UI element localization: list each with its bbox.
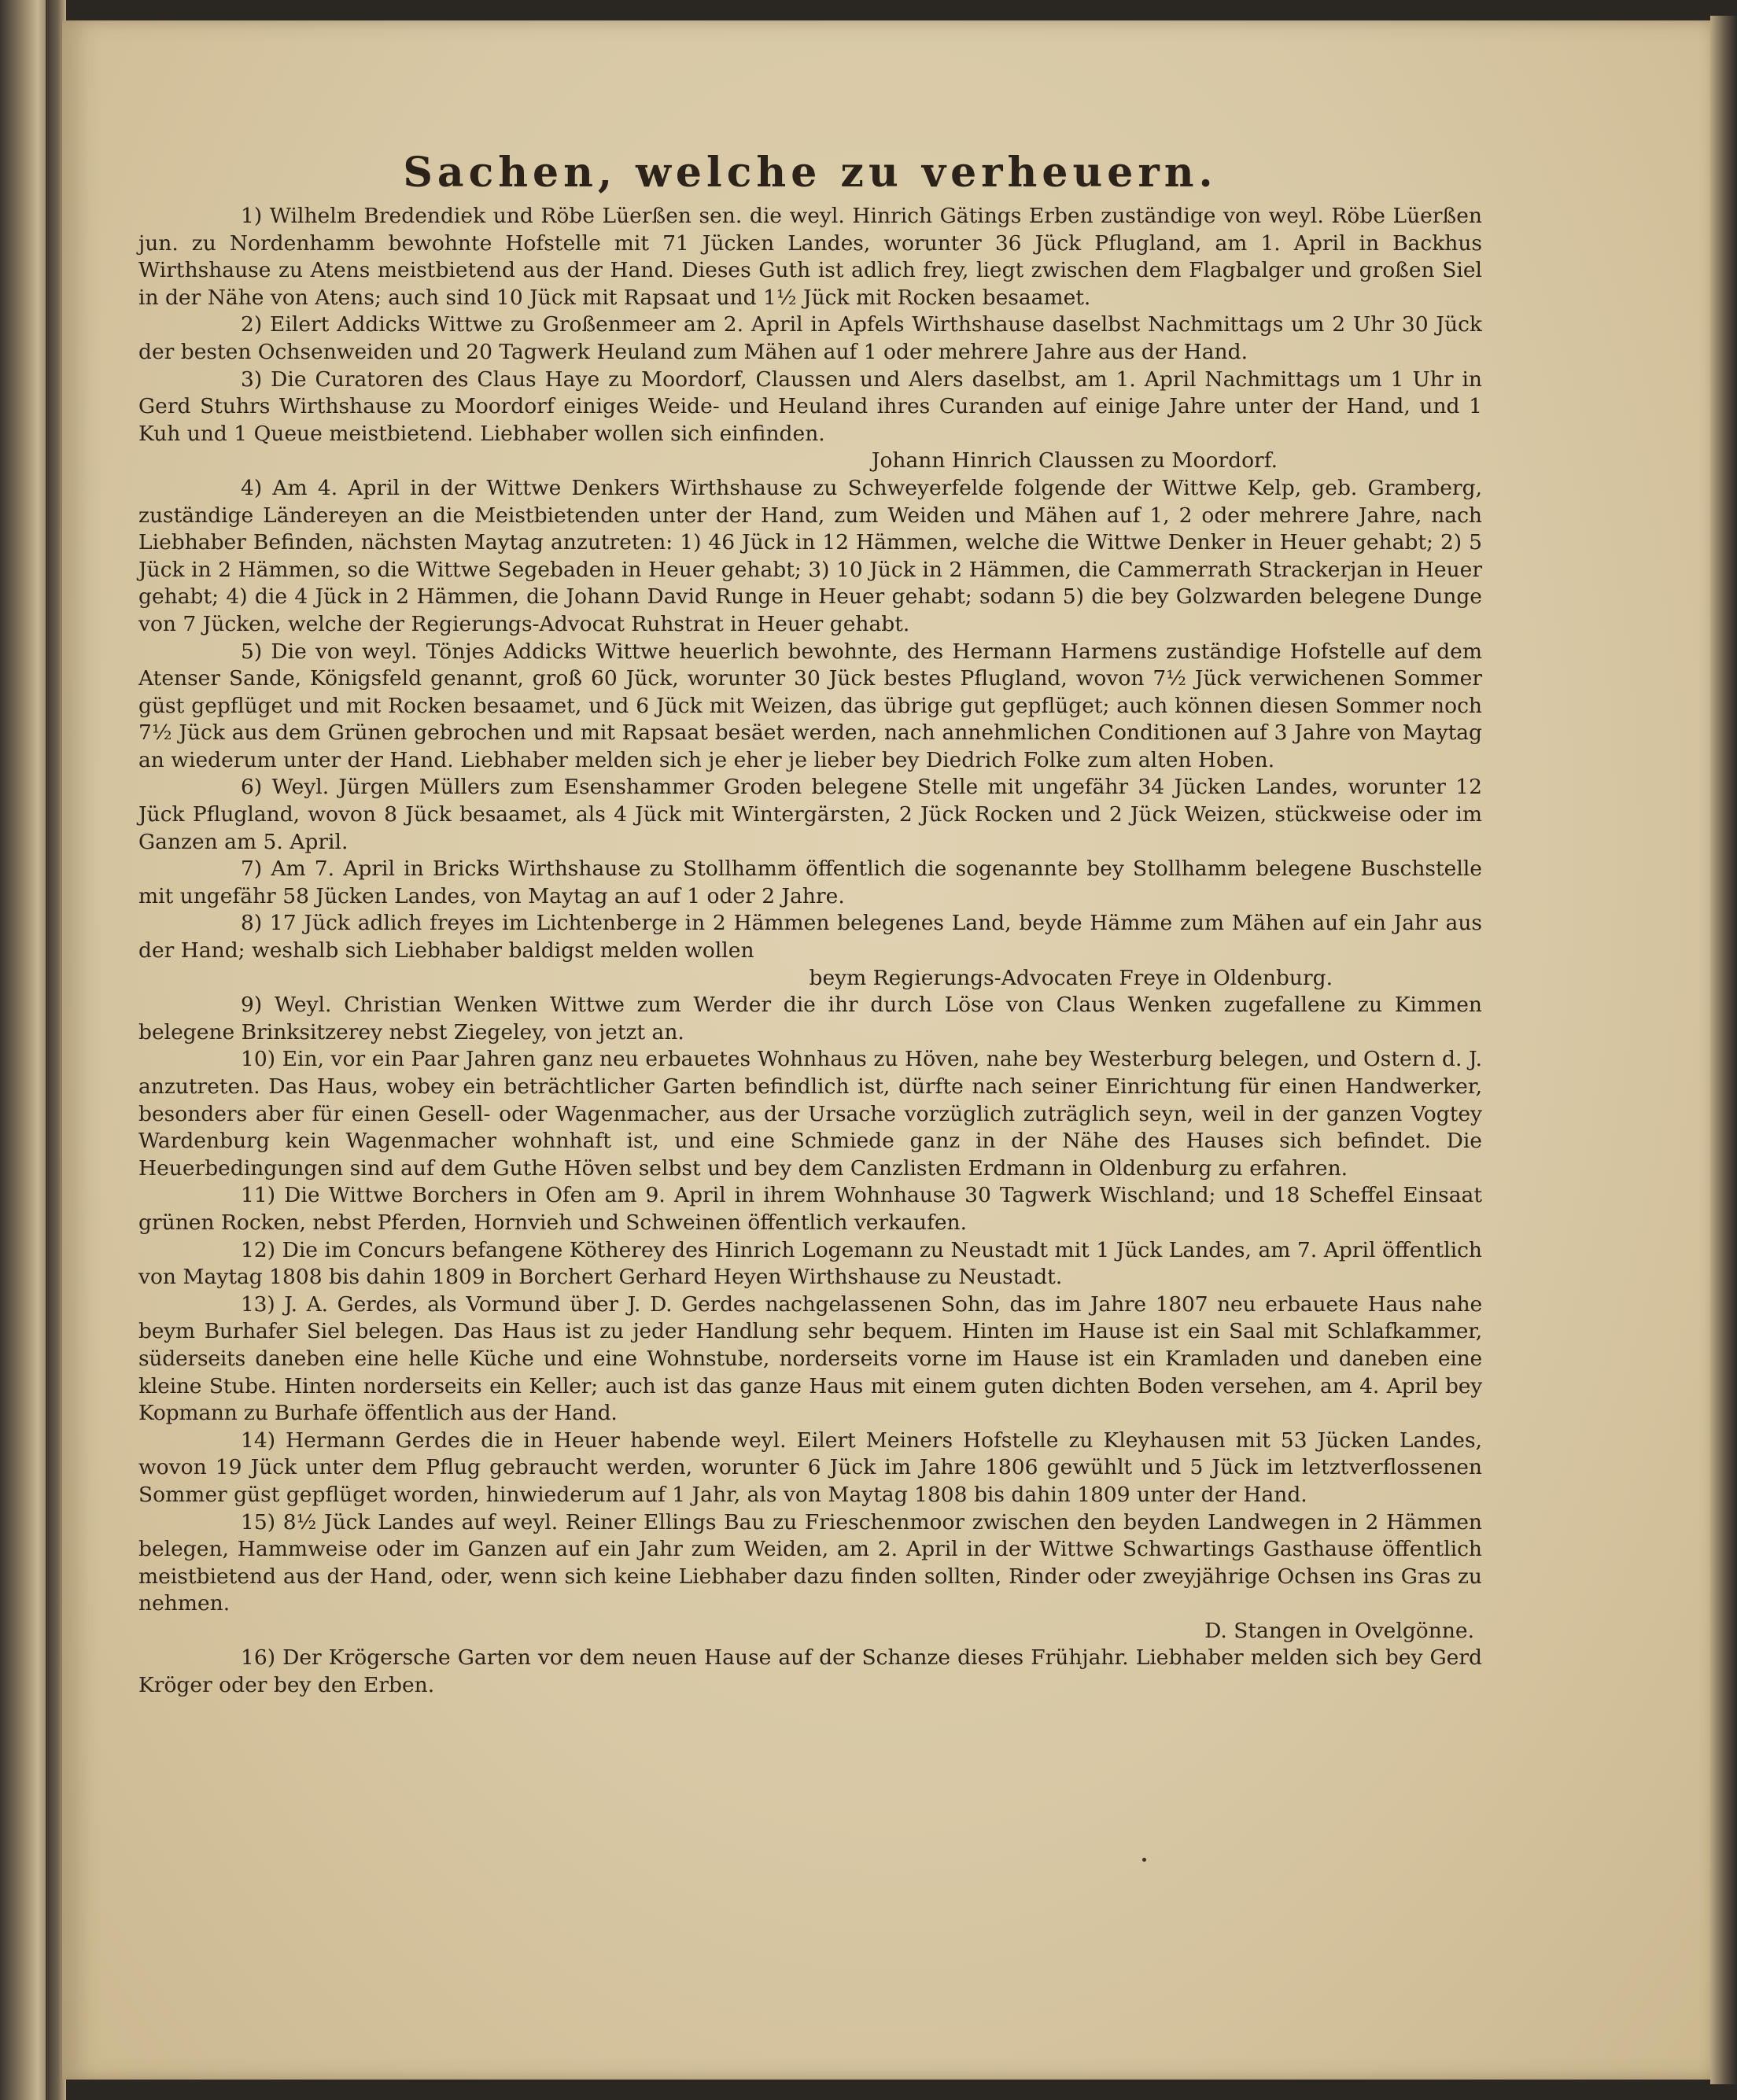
entry-1: 1) Wilhelm Bredendiek und Röbe Lüerßen sen. die weyl. Hinrich Gätings Erben zuständige von weyl. Röbe Lüerßen jun. zu Nordenhamm bewohnte Hofstelle mit 71 Jücken Landes, worunter 36 Jück Pflugland, am 1. April in Backhus Wirthshause zu Atens meistbietend aus der Hand. Dieses Guth ist adlich frey, liegt zwischen dem Flagbalger und großen Siel in der Nähe von Atens; auch sind 10 Jück mit Rapsaat und 1½ Jück mit Rocken besaamet. [138, 204, 1482, 310]
entry-6: 6) Weyl. Jürgen Müllers zum Esenshammer Groden belegene Stelle mit ungefähr 34 Jücken Landes, worunter 12 Jück Pflugland, wovon 8 Jück besaamet, als 4 Jück mit Wintergärsten, 2 Jück Rocken und 2 Jück Weizen, stückweise oder im Ganzen am 5. April. [138, 775, 1482, 854]
entry-11: 11) Die Wittwe Borchers in Ofen am 9. April in ihrem Wohnhause 30 Tagwerk Wischland; und 18 Scheffel Einsaat grünen Rocken, nebst Pferden, Hornvieh und Schweinen öffentlich verkaufen. [138, 1183, 1482, 1235]
entry-4: 4) Am 4. April in der Wittwe Denkers Wirthshause zu Schweyerfelde folgende der Wittwe Kelp, geb. Gramberg, zuständige Ländereyen an die Meistbietenden unter der Hand, zum Weiden und Mähen auf 1, 2 oder mehrere Jahre, nach Liebhaber Befinden, nächsten Maytag anzutreten: 1) 46 Jück in 12 Hämmen, welche die Wittwe Denker in Heuer gehabt; 2) 5 Jück in 2 Hämmen, so die Wittwe Segebaden in Heuer gehabt; 3) 10 Jück in 2 Hämmen, die Cammerrath Strackerjan in Heuer gehabt; 4) die 4 Jück in 2 Hämmen, die Johann David Runge in Heuer gehabt; sodann 5) die bey Golzwarden belegene Dunge von 7 Jücken, welche der Regierungs-Advocat Ruhstrat in Heuer gehabt. [138, 475, 1482, 636]
entry-9: 9) Weyl. Christian Wenken Wittwe zum Werder die ihr durch Löse von Claus Wenken zugefallene zu Kimmen belegene Brinksitzerey nebst Ziegeley, von jetzt an. [138, 993, 1482, 1044]
entry-15: 15) 8½ Jück Landes auf weyl. Reiner Ellings Bau zu Frieschenmoor zwischen den beyden Landwegen in 2 Hämmen belegen, Hammweise oder im Ganzen auf ein Jahr zum Weiden, am 2. April in der Wittwe Schwartings Gasthause öffentlich meistbietend aus der Hand, oder, wenn sich keine Liebhaber dazu finden sollten, Rinder oder zweyjährige Ochsen ins Gras zu nehmen. [138, 1509, 1482, 1616]
entry-16: 16) Der Krögersche Garten vor dem neuen Hause auf der Schanze dieses Frühjahr. Liebhaber melden sich bey Gerd Kröger oder bey den Erben. [138, 1645, 1482, 1698]
entry-10: 10) Ein, vor ein Paar Jahren ganz neu erbauetes Wohnhaus zu Höven, nahe bey Westerburg belegen, und Ostern d. J. anzutreten. Das Haus, wobey ein beträchtlicher Garten befindlich ist, dürfte nach seiner Einrichtung für einen Handwerker, besonders aber für einen Gesell- oder Wagenmacher, aus der Ursache vorzüglich zuträglich seyn, weil in der ganzen Vogtey Wardenburg kein Wagenmacher wohnhaft ist, und eine Schmiede ganz in der Nähe des Hauses sich befindet. Die Heuerbedingungen sind auf dem Guthe Höven selbst und bey dem Canzlisten Erdmann in Oldenburg zu erfahren. [138, 1047, 1482, 1181]
page-edge-shadow [1710, 16, 1737, 2084]
document-text [138, 149, 1482, 1700]
entry-3: 3) Die Curatoren des Claus Haye zu Moordorf, Claussen und Alers daselbst, am 1. April Nachmittags um 1 Uhr in Gerd Stuhrs Wirthshause zu Moordorf einiges Weide- und Heuland ihres Curanden auf einige Jahre unter der Hand, und 1 Kuh und 1 Queue meistbietend. Liebhaber wollen sich einfinden. [138, 367, 1482, 446]
signature-moordorf: Johann Hinrich Claussen zu Moordorf. [871, 448, 1278, 473]
entry-14: 14) Hermann Gerdes die in Heuer habende weyl. Eilert Meiners Hofstelle zu Kleyhausen mit 53 Jücken Landes, wovon 19 Jück unter dem Pflug gebraucht werden, worunter 6 Jück im Jahre 1806 gewühlt und 5 Jück im letztverflossenen Sommer güst gepflüget worden, hinwiederum auf 1 Jahr, als von Maytag 1808 bis dahin 1809 unter der Hand. [138, 1428, 1482, 1507]
signature-ovelgoenne: D. Stangen in Ovelgönne. [1204, 1618, 1474, 1643]
entry-8: 8) 17 Jück adlich freyes im Lichtenberge in 2 Hämmen belegenes Land, beyde Hämme zum Mähen auf ein Jahr aus der Hand; weshalb sich Liebhaber baldigst melden wollen [138, 911, 1482, 963]
entry-13: 13) J. A. Gerdes, als Vormund über J. D. Gerdes nachgelassenen Sohn, das im Jahre 1807 neu erbauete Haus nahe beym Burhafer Siel belegen. Das Haus ist zu jeder Handlung sehr bequem. Hinten im Hause ist ein Saal mit Schlafkammer, süderseits daneben eine helle Küche und eine Wohnstube, norderseits vorne im Hause ist ein Kramladen und daneben eine kleine Stube. Hinten norderseits ein Keller; auch ist das ganze Haus mit einem guten dichten Boden versehen, am 4. April bey Kopmann zu Burhafe öffentlich aus der Hand. [138, 1291, 1482, 1426]
entry-12: 12) Die im Concurs befangene Kötherey des Hinrich Logemann zu Neustadt mit 1 Jück Landes, am 7. April öffentlich von Maytag 1808 bis dahin 1809 in Borchert Gerhard Heyen Wirthshause zu Neustadt. [138, 1237, 1482, 1290]
entry-7: 7) Am 7. April in Bricks Wirthshause zu Stollhamm öffentlich die sogenannte bey Stollhamm belegene Buschstelle mit ungefähr 58 Jücken Landes, von Maytag an auf 1 oder 2 Jahre. [138, 857, 1482, 908]
entry-5: 5) Die von weyl. Tönjes Addicks Wittwe heuerlich bewohnte, des Hermann Harmens zuständige Hofstelle auf dem Atenser Sande, Königsfeld genannt, groß 60 Jück, worunter 30 Jück bestes Pflugland, wovon 7½ Jück verwichenen Sommer güst gepflüget und mit Rocken besaamet, und 6 Jück mit Weizen, das übrige gut gepflüget; auch können diesen Sommer noch 7½ Jück aus dem Grünen gebrochen und mit Rapsaat besäet werden, nach annehmlichen Conditionen auf 3 Jahre von Maytag an wiederum unter der Hand. Liebhaber melden sich je eher je lieber bey Diedrich Folke zum alten Hoben. [138, 639, 1482, 772]
ink-speck [1142, 1858, 1146, 1862]
entry-2: 2) Eilert Addicks Wittwe zu Großenmeer am 2. April in Apfels Wirthshause daselbst Nachmittags um 2 Uhr 30 Jück der besten Ochsenweiden und 20 Tagwerk Heuland zum Mähen auf 1 oder mehrere Jahre aus der Hand. [138, 312, 1482, 364]
section-heading: Sachen, welche zu verheuern. [403, 149, 1218, 197]
facing-page-edge [0, 0, 50, 2100]
signature-oldenburg: beym Regierungs-Advocaten Freye in Oldenburg. [809, 965, 1333, 990]
